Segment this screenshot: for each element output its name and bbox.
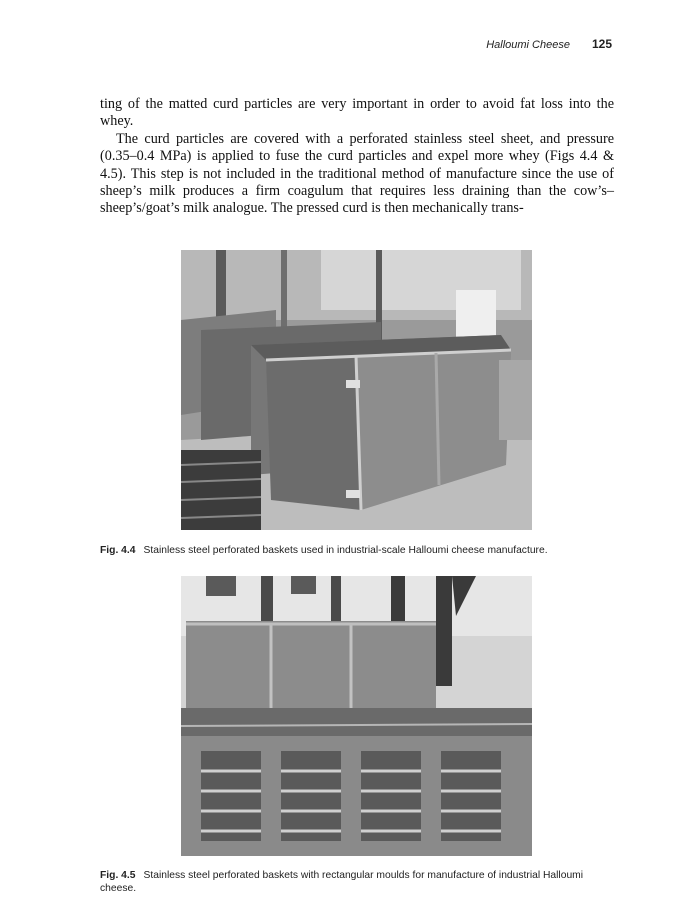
figure-4-5-label: Fig. 4.5 xyxy=(100,870,136,881)
figure-4-5-image xyxy=(181,576,532,856)
figure-4-4-image xyxy=(181,250,532,530)
figure-4-4-caption xyxy=(100,544,615,557)
running-head-title: Halloumi Cheese xyxy=(486,39,570,51)
figure-4-5-photo xyxy=(181,576,532,856)
figure-4-5-caption xyxy=(100,869,615,895)
figure-4-5-caption-text: Stainless steel perforated baskets with rectangular moulds for manufacture of industrial Halloumi cheese. xyxy=(100,870,584,894)
paragraph-2: The curd particles are covered with a perforated stainless steel sheet, and pressure (0.35–0.4 MPa) is applied to fuse the curd particles and expel more whey (Figs 4.4 & 4.5). This step is not included in the traditional method of manufacture since the use of sheep’s milk produces a firm coagulum that requires less draining than the cow’s–sheep’s/goat’s milk analogue. The pressed curd is then mechanically trans- xyxy=(100,130,614,217)
figure-4-4-caption-text: Stainless steel perforated baskets used in industrial-scale Halloumi cheese manufacture. xyxy=(143,545,548,556)
running-head xyxy=(486,37,612,51)
paragraph-1: ting of the matted curd particles are very important in order to avoid fat loss into the whey. xyxy=(100,96,614,130)
figure-4-4-label: Fig. 4.4 xyxy=(100,545,136,556)
body-text xyxy=(100,96,614,218)
page-number: 125 xyxy=(591,37,612,51)
figure-4-4-photo xyxy=(181,250,532,530)
